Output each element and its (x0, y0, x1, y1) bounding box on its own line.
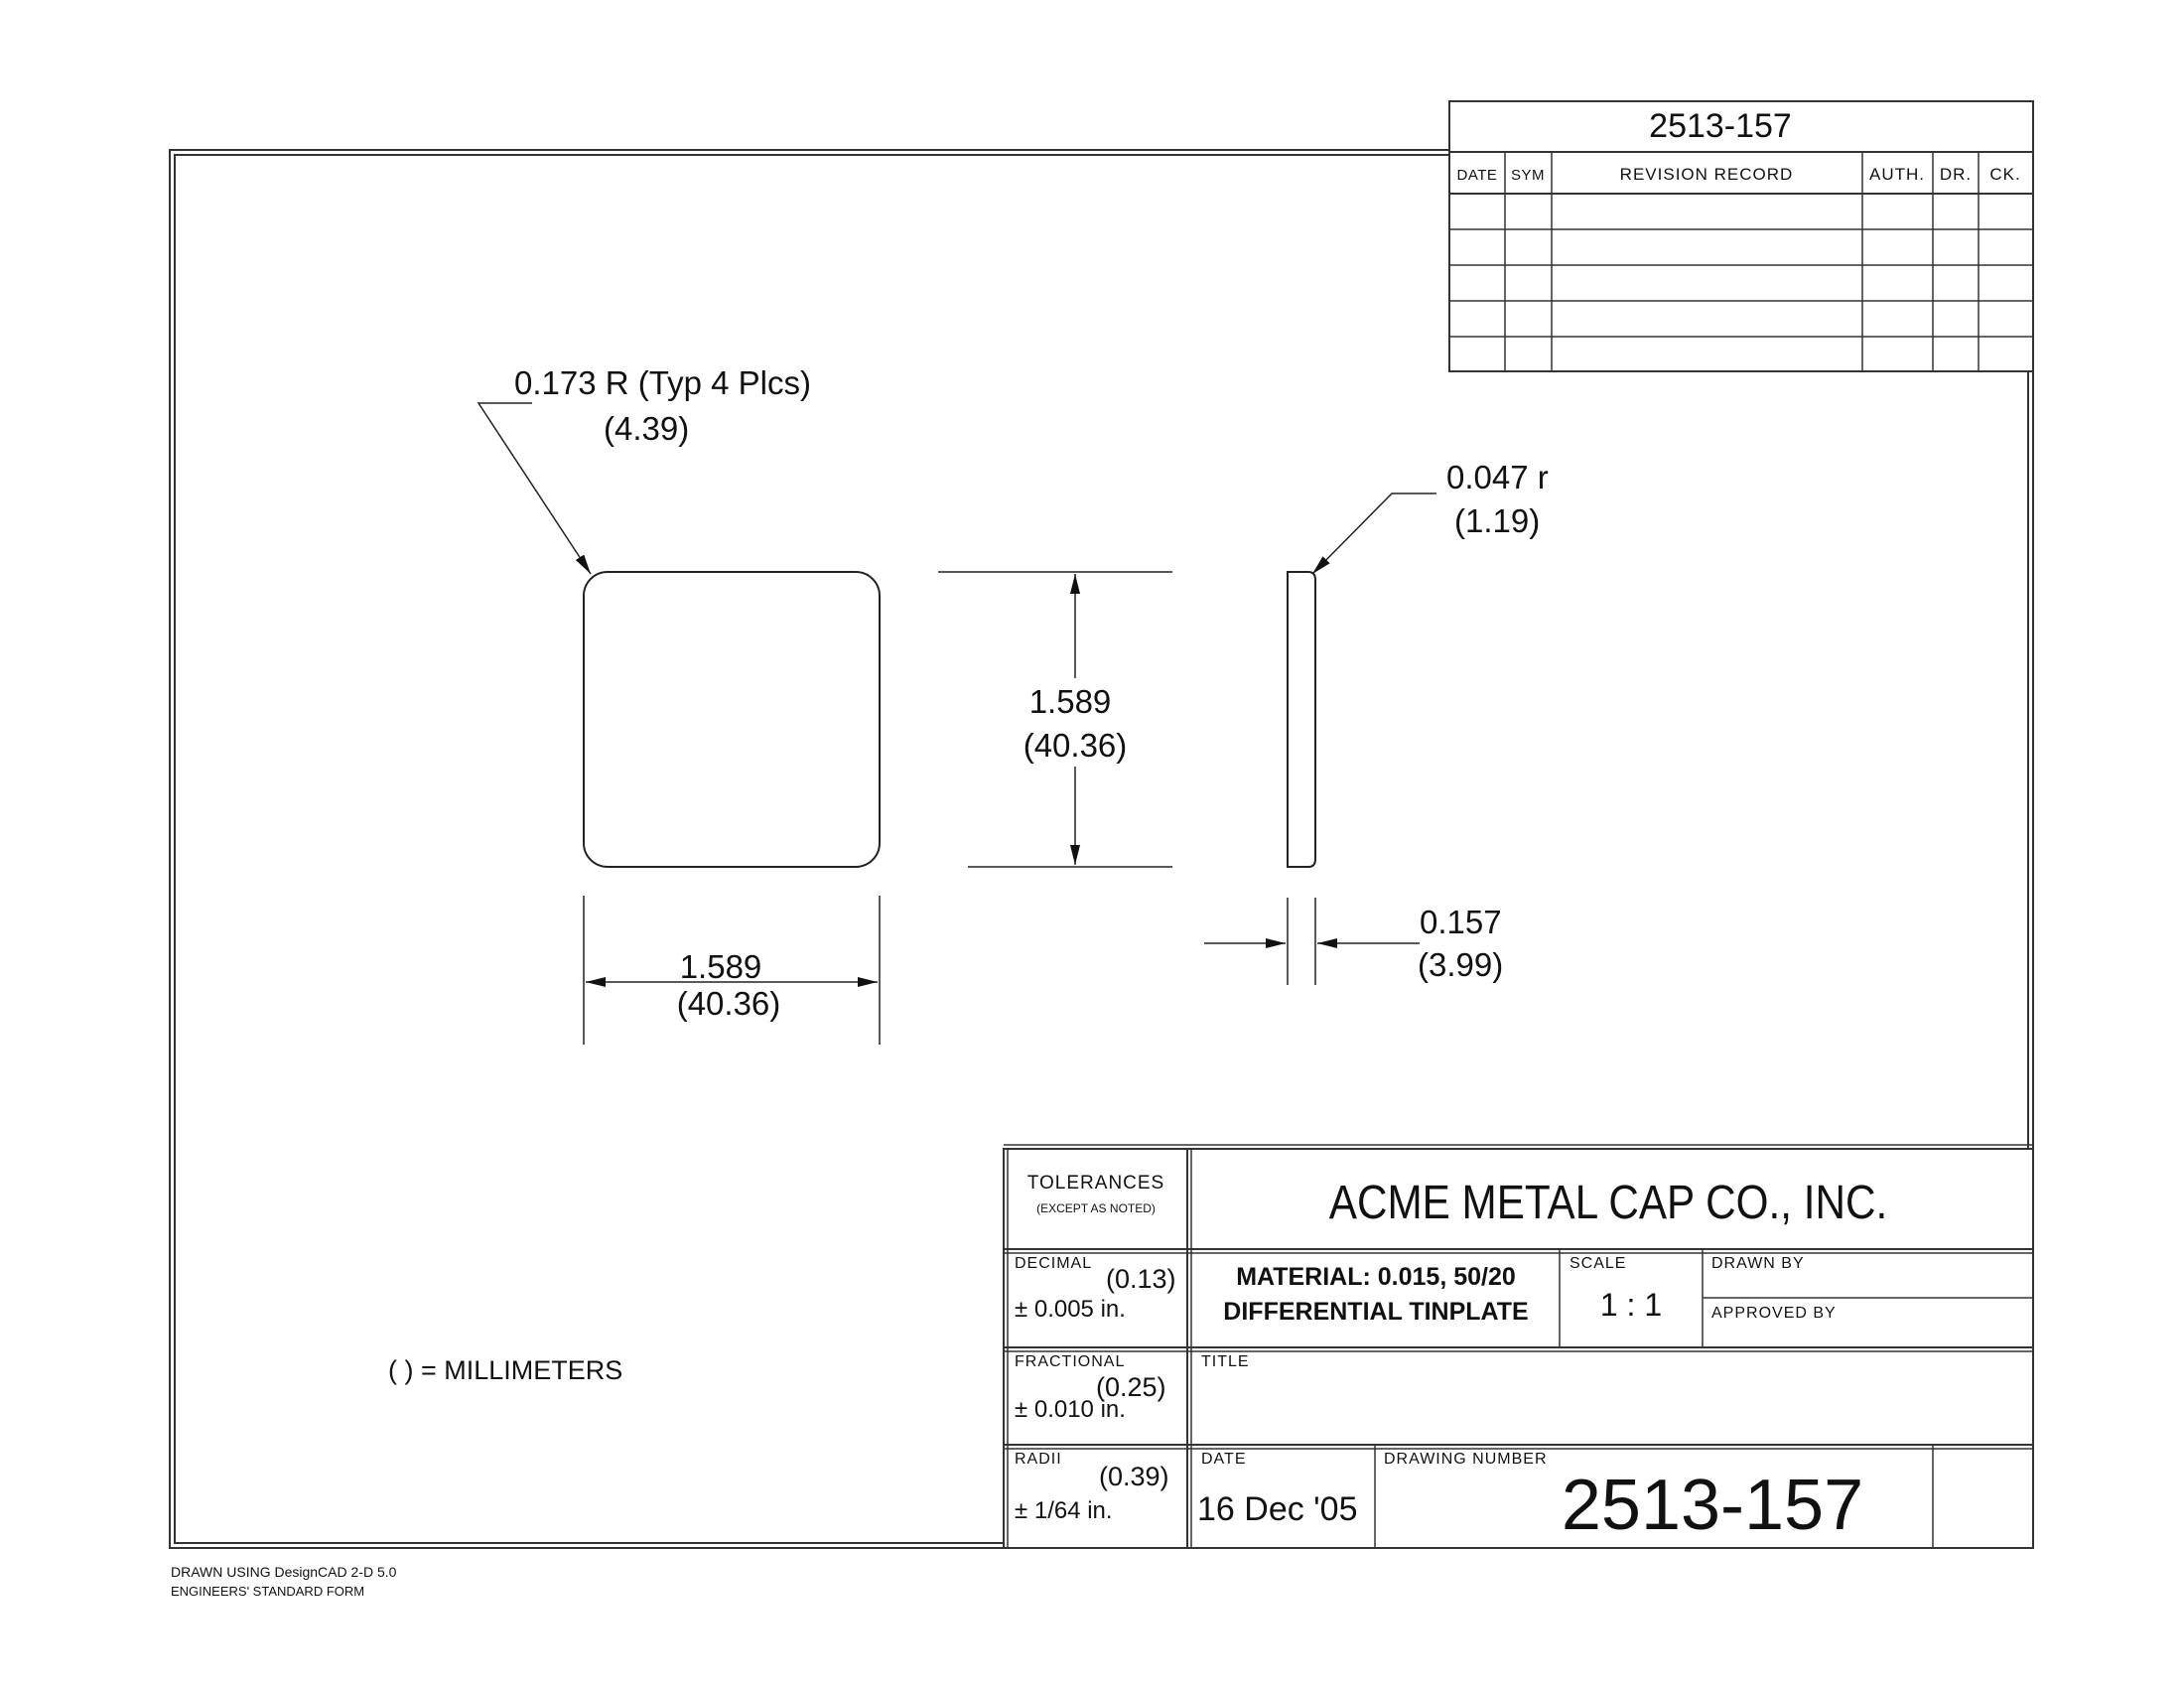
width-dim: 1.589 (679, 948, 762, 985)
revision-col-record: REVISION RECORD (1619, 165, 1794, 184)
decimal-label: DECIMAL (1015, 1255, 1093, 1272)
height-dim-mm: (40.36) (1023, 727, 1128, 764)
radii-label: RADII (1015, 1451, 1062, 1468)
thickness-dim-mm: (3.99) (1418, 946, 1504, 983)
date-label: DATE (1201, 1451, 1247, 1468)
side-view (1204, 459, 1549, 985)
corner-radius-mm: (4.39) (604, 410, 690, 447)
fractional-label: FRACTIONAL (1015, 1353, 1126, 1370)
radii-value: ± 1/64 in. (1015, 1497, 1113, 1524)
edge-radius-dim: 0.047 r (1446, 459, 1549, 495)
approved-by-label: APPROVED BY (1711, 1305, 1837, 1322)
footer-line2: ENGINEERS' STANDARD FORM (171, 1584, 365, 1599)
corner-radius-leader (478, 403, 591, 574)
thickness-dim: 0.157 (1420, 904, 1502, 940)
footer-line1: DRAWN USING DesignCAD 2-D 5.0 (171, 1564, 397, 1580)
drawing-number-label: DRAWING NUMBER (1384, 1451, 1548, 1468)
except-noted-label: (EXCEPT AS NOTED) (1036, 1201, 1156, 1215)
radii-mm: (0.39) (1099, 1462, 1169, 1491)
revision-col-sym: SYM (1510, 167, 1546, 184)
scale-label: SCALE (1570, 1255, 1627, 1272)
revision-table (1449, 101, 2033, 371)
date-value: 16 Dec '05 (1197, 1490, 1358, 1528)
cap-side-profile (1288, 572, 1315, 867)
tolerances-label: TOLERANCES (1026, 1173, 1165, 1194)
millimeters-legend: ( ) = MILLIMETERS (388, 1355, 623, 1385)
corner-radius-dim: 0.173 R (Typ 4 Plcs) (514, 364, 811, 401)
drawn-by-label: DRAWN BY (1711, 1255, 1805, 1272)
fractional-mm: (0.25) (1096, 1372, 1166, 1402)
edge-radius-leader (1312, 493, 1436, 574)
edge-radius-mm: (1.19) (1454, 502, 1541, 539)
height-dim: 1.589 (1028, 683, 1112, 720)
material-line1: MATERIAL: 0.015, 50/20 (1236, 1263, 1516, 1291)
revision-col-ck: CK. (1989, 165, 2021, 184)
cap-square-outline (584, 572, 880, 867)
revision-col-date: DATE (1456, 167, 1498, 184)
drawing-number: 2513-157 (1561, 1466, 1864, 1545)
revision-col-auth: AUTH. (1869, 165, 1925, 184)
company-name: ACME METAL CAP CO., INC. (1328, 1175, 1888, 1229)
width-dim-mm: (40.36) (676, 985, 781, 1022)
height-dimension (938, 572, 1172, 867)
decimal-mm: (0.13) (1106, 1264, 1176, 1294)
decimal-value: ± 0.005 in. (1015, 1296, 1126, 1323)
material-line2: DIFFERENTIAL TINPLATE (1223, 1298, 1529, 1326)
front-view (478, 364, 880, 1045)
title-label: TITLE (1201, 1353, 1250, 1370)
scale-value: 1 : 1 (1599, 1287, 1663, 1323)
title-block (1004, 1145, 2033, 1548)
revision-table-number: 2513-157 (1649, 107, 1792, 145)
revision-col-dr: DR. (1939, 165, 1973, 184)
fractional-value: ± 0.010 in. (1015, 1396, 1126, 1423)
